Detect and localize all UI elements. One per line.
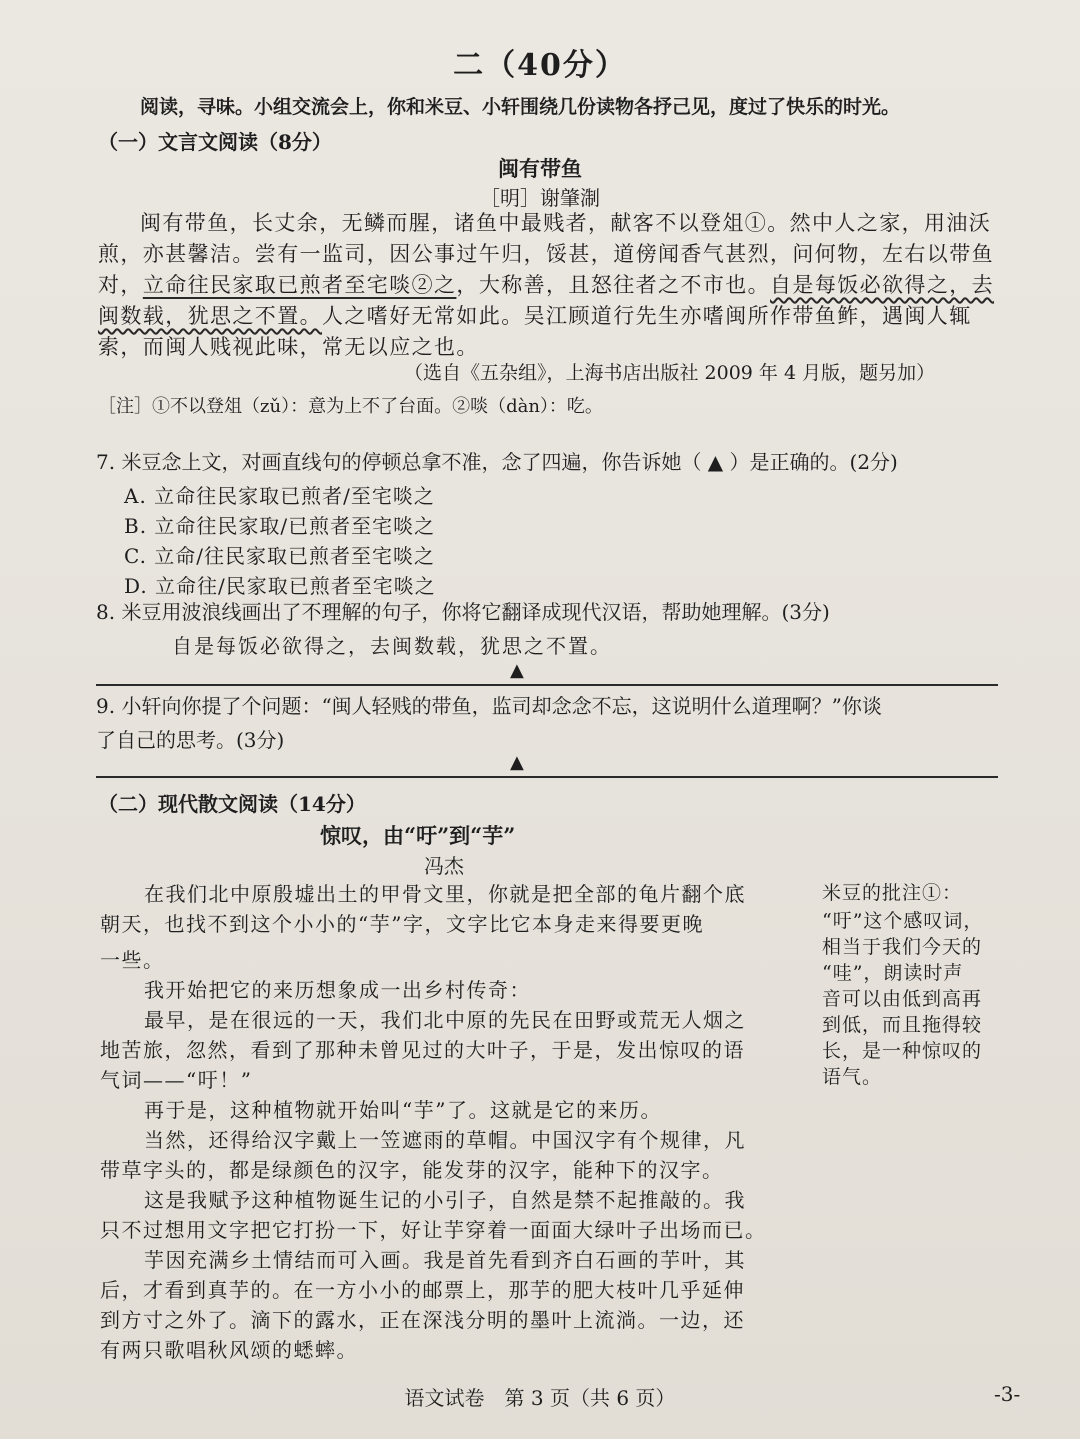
q7-option-d: D. 立命往/民家取已煎者至宅啖之	[124, 574, 436, 598]
modern-line-13: 芋因充满乡土情结而可入画。我是首先看到齐白石画的芋叶，其	[144, 1248, 746, 1272]
answer-mark-q8: ▲	[510, 660, 524, 681]
straight-underlined-sentence: 立命往民家取已煎者至宅啖②之	[142, 273, 457, 297]
modern-line-2: 朝天，也找不到这个小小的“芋”字，文字比它本身走来得要更晚	[100, 912, 704, 936]
classic-line-3	[98, 269, 994, 299]
part1-author: ［明］谢肇淛	[480, 186, 600, 210]
page-footer: 语文试卷 第 3 页（共 6 页）	[404, 1386, 676, 1410]
annotation-line-5: 音可以由低到高再	[822, 988, 983, 1010]
annotation-line-2: “吁”这个感叹词，	[822, 910, 984, 932]
modern-line-9: 当然，还得给汉字戴上一笠遮雨的草帽。中国汉字有个规律，凡	[144, 1128, 746, 1152]
section-title: 二（40分）	[453, 48, 627, 83]
part1-article-title: 闽有带鱼	[498, 156, 582, 181]
question-9-line-1: 9. 小轩向你提了个问题：“闽人轻贱的带鱼，监司却念念不忘，这说明什么道理啊？”你谈	[96, 694, 882, 718]
part1-title: （一）文言文阅读（8分）	[98, 130, 332, 154]
modern-line-3: 一些。	[100, 948, 165, 972]
modern-line-12: 只不过想用文字把它打扮一下，好让芋穿着一面面大绿叶子出场而已。	[100, 1218, 767, 1242]
classic-line-4-rest: 人之嗜好无常如此。吴江顾道行先生亦嗜闽所作带鱼鲊，遇闽人辄	[322, 304, 972, 328]
annotation-line-3: 相当于我们今天的	[822, 936, 983, 958]
modern-line-1: 在我们北中原殷墟出土的甲骨文里，你就是把全部的龟片翻个底	[144, 882, 746, 906]
modern-line-8: 再于是，这种植物就开始叫“芋”了。这就是它的来历。	[144, 1098, 662, 1122]
classic-line-2: 煎，亦甚馨洁。尝有一监司，因公事过午归，馁甚，道傍闻香气甚烈，问何物，左右以带鱼	[98, 242, 994, 266]
intro-text: 阅读，寻味。小组交流会上，你和米豆、小轩围绕几份读物各抒己见，度过了快乐的时光。	[140, 96, 901, 118]
wavy-underlined-sentence-part2: 闽数载，犹思之不置。	[98, 304, 322, 328]
modern-line-6: 地苦旅，忽然，看到了那种未曾见过的大叶子，于是，发出惊叹的语	[100, 1038, 745, 1062]
modern-line-7: 气词——“吁！”	[100, 1068, 253, 1092]
question-8: 8. 米豆用波浪线画出了不理解的句子，你将它翻译成现代汉语，帮助她理解。(3分)	[96, 600, 830, 624]
modern-line-15: 到方寸之外了。滴下的露水，正在深浅分明的墨叶上流淌。一边，还	[100, 1308, 745, 1332]
page-number: -3-	[994, 1382, 1021, 1406]
q8-quoted-sentence: 自是每饭必欲得之，去闽数载，犹思之不置。	[172, 634, 612, 658]
part2-author: 冯杰	[424, 854, 464, 878]
wavy-underlined-sentence-part1: 自是每饭必欲得之，去	[770, 273, 995, 297]
part2-article-title: 惊叹，由“吁”到“芋”	[320, 823, 516, 848]
question-7: 7. 米豆念上文，对画直线句的停顿总拿不准，念了四遍，你告诉她（ ▲ ）是正确的。(2分)	[96, 450, 898, 474]
answer-line-q9[interactable]	[96, 776, 998, 778]
classic-line-3-start: 对，	[98, 273, 143, 297]
classic-line-3-mid: ，大称善，且怒往者之不市也。	[456, 273, 771, 297]
q7-option-b: B. 立命往民家取/已煎者至宅啖之	[124, 514, 436, 538]
modern-line-5: 最早，是在很远的一天，我们北中原的先民在田野或荒无人烟之	[144, 1008, 746, 1032]
classic-line-5: 索，而闽人贱视此味，常无以应之也。	[98, 335, 479, 359]
annotation-line-4: “哇”，朗读时声	[822, 962, 964, 984]
annotation-line-7: 长，是一种惊叹的	[822, 1040, 983, 1062]
classic-line-1: 闽有带鱼，长丈余，无鳞而腥，诸鱼中最贱者，献客不以登俎①。然中人之家，用油沃	[140, 211, 992, 235]
source-citation: （选自《五杂组》，上海书店出版社 2009 年 4 月版，题另加）	[404, 362, 936, 384]
annotation-line-8: 语气。	[822, 1066, 883, 1088]
modern-line-4: 我开始把它的来历想象成一出乡村传奇：	[144, 978, 531, 1002]
annotation-note: ［注］①不以登俎（zǔ）：意为上不了台面。②啖（dàn）：吃。	[98, 396, 603, 417]
part2-title: （二）现代散文阅读（14分）	[98, 792, 366, 816]
modern-line-16: 有两只歌唱秋风颂的蟋蟀。	[100, 1338, 358, 1362]
modern-line-14: 后，才看到真芋的。在一方小小的邮票上，那芋的肥大枝叶几乎延伸	[100, 1278, 745, 1302]
annotation-line-6: 到低，而且拖得较	[822, 1014, 983, 1036]
question-9-line-2: 了自己的思考。(3分)	[96, 728, 285, 752]
annotation-line-1: 米豆的批注①：	[822, 882, 963, 904]
q7-option-c: C. 立命/往民家取已煎者至宅啖之	[124, 544, 436, 568]
q7-option-a: A. 立命往民家取已煎者/至宅啖之	[124, 484, 435, 508]
answer-mark-q9: ▲	[510, 752, 524, 773]
modern-line-10: 带草字头的，都是绿颜色的汉字，能发芽的汉字，能种下的汉字。	[100, 1158, 724, 1182]
answer-line-q8[interactable]	[96, 684, 998, 686]
classic-line-4	[98, 300, 972, 330]
modern-line-11: 这是我赋予这种植物诞生记的小引子，自然是禁不起推敲的。我	[144, 1188, 746, 1212]
